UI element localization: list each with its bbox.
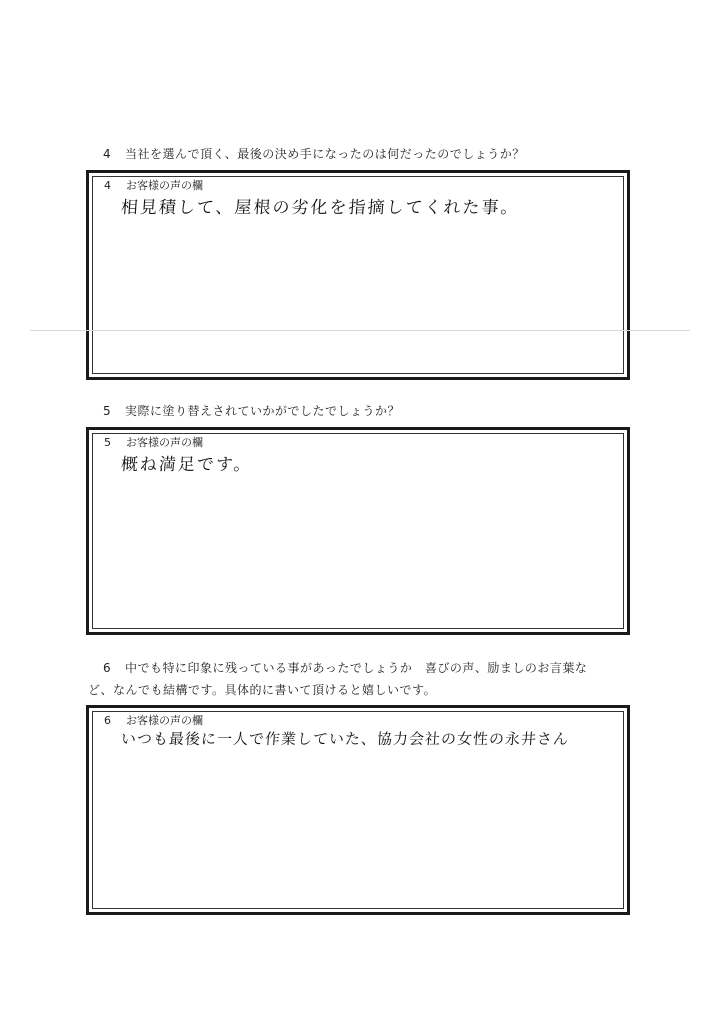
question-4: [103, 143, 525, 165]
question-number: 5: [103, 404, 112, 418]
answer-box-label: [104, 712, 203, 728]
handwritten-answer: いつも最後に一人で作業していた、協力会社の女性の永井さん: [120, 730, 570, 748]
box-number: 4: [104, 179, 111, 192]
box-label-text: お客様の声の欄: [126, 179, 203, 192]
question-5: [103, 400, 400, 422]
answer-box-5: [86, 427, 630, 635]
handwritten-answer: 概ね満足です。: [120, 455, 254, 475]
answer-box-label: [104, 434, 203, 450]
answer-box-6: [86, 705, 630, 915]
question-number: 4: [103, 147, 112, 161]
question-text-line2: ど、なんでも結構です。具体的に書いて頂けると嬉しいです。: [88, 683, 437, 697]
question-6: [88, 657, 623, 701]
box-number: 6: [104, 714, 111, 727]
box-label-text: お客様の声の欄: [126, 436, 203, 449]
question-text-line1: 中でも特に印象に残っている事があったでしょうか 喜びの声、励ましのお言葉な: [125, 661, 588, 675]
question-text: 実際に塗り替えされていかがでしたでしょうか？: [125, 404, 401, 418]
question-text: 当社を選んで頂く、最後の決め手になったのは何だったのでしょうか？: [125, 147, 525, 161]
box-number: 5: [104, 436, 111, 449]
handwritten-answer: 相見積して、屋根の劣化を指摘してくれた事。: [120, 198, 521, 218]
answer-box-label: [104, 177, 203, 193]
answer-box-4: [86, 170, 630, 380]
box-label-text: お客様の声の欄: [126, 714, 203, 727]
scan-line: [30, 330, 690, 331]
question-number: 6: [103, 661, 112, 675]
